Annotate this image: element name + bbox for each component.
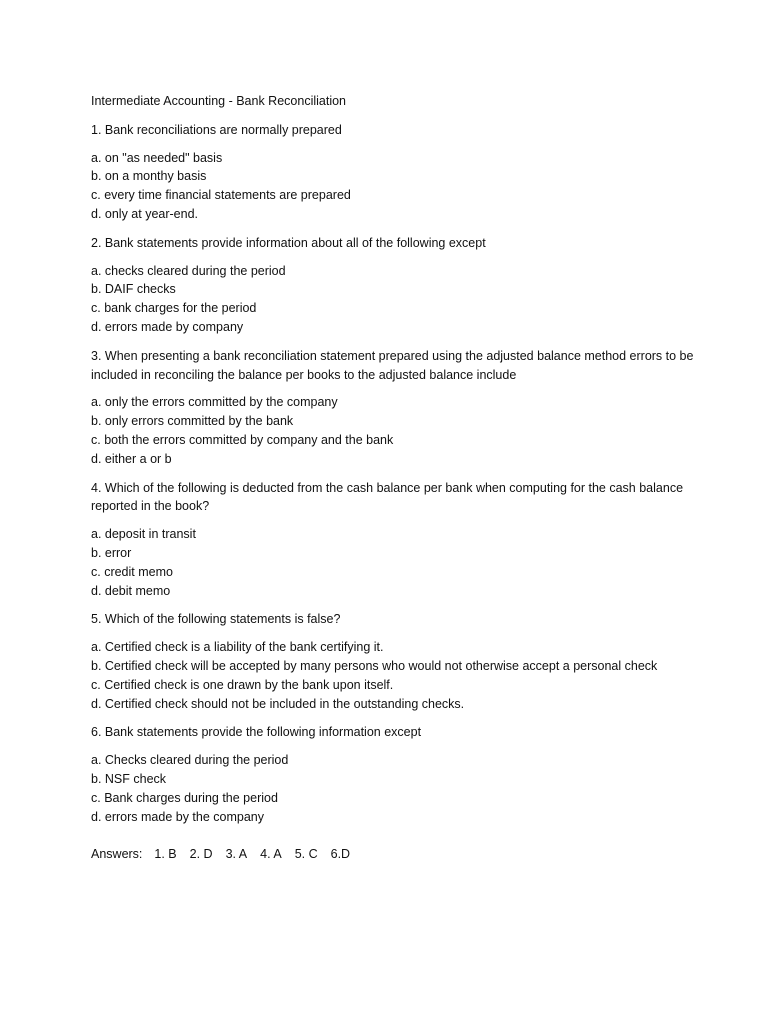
question-5 xyxy=(91,610,711,713)
answer-key xyxy=(91,845,711,864)
option-d: d. errors made by the company xyxy=(91,809,264,824)
option-b: b. error xyxy=(91,545,132,560)
answer-item: 1. B xyxy=(154,847,177,862)
option-a: a. deposit in transit xyxy=(91,527,196,542)
question-3 xyxy=(91,347,711,469)
option-c: c. every time financial statements are prepared xyxy=(91,188,351,203)
answer-item: 6.D xyxy=(330,847,351,862)
option-b: b. Certified check will be accepted by many persons who would not otherwise accept a personal check xyxy=(91,658,658,673)
option-d: d. either a or b xyxy=(91,451,172,466)
question-text: 6. Bank statements provide the following information except xyxy=(91,725,422,740)
question-text: 2. Bank statements provide information about all of the following except xyxy=(91,235,486,250)
question-6 xyxy=(91,723,711,826)
document-title: Intermediate Accounting - Bank Reconciliation xyxy=(91,94,347,108)
option-c: c. Bank charges during the period xyxy=(91,790,278,805)
option-b: b. NSF check xyxy=(91,771,167,786)
answer-item: 2. D xyxy=(189,847,213,862)
answer-item: 3. A xyxy=(225,847,248,862)
document-page xyxy=(91,92,711,864)
option-list xyxy=(91,262,711,337)
option-list xyxy=(91,149,711,224)
option-list xyxy=(91,751,711,826)
option-list xyxy=(91,525,711,600)
option-list xyxy=(91,638,711,713)
option-list xyxy=(91,393,711,468)
option-b: b. only errors committed by the bank xyxy=(91,414,294,429)
option-c: c. Certified check is one drawn by the bank upon itself. xyxy=(91,677,394,692)
question-text: 5. Which of the following statements is false? xyxy=(91,612,341,627)
option-d: d. only at year-end. xyxy=(91,206,199,221)
option-a: a. checks cleared during the period xyxy=(91,263,286,278)
answer-item: 4. A xyxy=(260,847,282,862)
option-c: c. bank charges for the period xyxy=(91,301,257,316)
question-text: 3. When presenting a bank reconciliation statement prepared using the adjusted balance method errors to be included in reconciling the balance per books to the adjusted balance include xyxy=(91,348,694,382)
option-b: b. DAIF checks xyxy=(91,282,176,297)
option-a: a. Certified check is a liability of the bank certifying it. xyxy=(91,640,384,655)
option-d: d. debit memo xyxy=(91,583,171,598)
question-4 xyxy=(91,479,711,601)
question-text: 4. Which of the following is deducted from the cash balance per bank when computing for the cash balance reported in the book? xyxy=(91,480,684,514)
option-d: d. Certified check should not be included in the outstanding checks. xyxy=(91,696,465,711)
answer-key-label: Answers: xyxy=(91,847,143,862)
question-text: 1. Bank reconciliations are normally prepared xyxy=(91,122,342,137)
answer-item: 5. C xyxy=(294,847,318,862)
question-1 xyxy=(91,121,711,224)
question-2 xyxy=(91,234,711,337)
option-a: a. only the errors committed by the company xyxy=(91,395,338,410)
option-b: b. on a monthy basis xyxy=(91,169,207,184)
option-c: c. credit memo xyxy=(91,564,173,579)
option-a: a. Checks cleared during the period xyxy=(91,753,289,768)
option-c: c. both the errors committed by company and the bank xyxy=(91,432,394,447)
option-d: d. errors made by company xyxy=(91,319,244,334)
option-a: a. on "as needed" basis xyxy=(91,150,223,165)
